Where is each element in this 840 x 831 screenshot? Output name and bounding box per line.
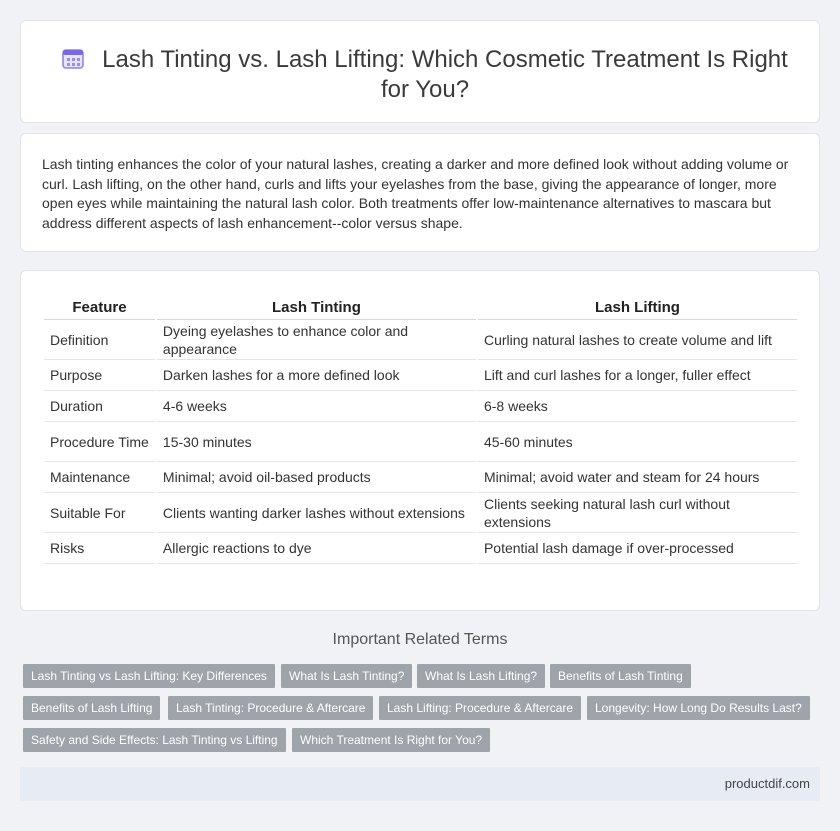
table-row <box>44 391 797 422</box>
tag-which-treatment[interactable]: Which Treatment Is Right for You? <box>292 728 490 752</box>
feature-cell: Definition <box>44 320 155 360</box>
header-lash-tinting: Lash Tinting <box>157 296 476 320</box>
table-row <box>44 493 797 533</box>
feature-cell: Procedure Time <box>44 422 155 462</box>
intro-card <box>20 133 820 252</box>
intro-text: Lash tinting enhances the color of your natural lashes, creating a darker and more defined look without adding volume or curl. Lash lifting, on the other hand, curls and lifts your eyelashes from the base, giving the appearance of longer, more open eyes while maintaining the natural lash color. Both treatments offer low-maintenance alternatives to mascara but address different aspects of lash enhancement--color versus shape. <box>42 156 789 231</box>
related-terms-title: Important Related Terms <box>332 631 508 648</box>
feature-cell: Risks <box>44 533 155 564</box>
footer <box>20 767 820 801</box>
tag-longevity[interactable]: Longevity: How Long Do Results Last? <box>587 696 810 720</box>
table-row <box>44 462 797 493</box>
lash-tinting-cell: Clients wanting darker lashes without extensions <box>157 493 476 533</box>
tag-lifting-procedure[interactable]: Lash Lifting: Procedure & Aftercare <box>379 696 581 720</box>
feature-cell: Maintenance <box>44 462 155 493</box>
comparison-table <box>42 296 799 564</box>
page-title-text: Lash Tinting vs. Lash Lifting: Which Cosmetic Treatment Is Right for You? <box>102 46 788 103</box>
tag-benefits-lash-lifting[interactable]: Benefits of Lash Lifting <box>23 696 160 720</box>
lash-lifting-cell: 6-8 weeks <box>478 391 797 422</box>
tag-what-is-lash-lifting[interactable]: What Is Lash Lifting? <box>417 664 545 688</box>
header-lash-lifting: Lash Lifting <box>478 296 797 320</box>
table-header-row <box>44 296 797 320</box>
comparison-card <box>20 270 820 611</box>
tag-benefits-lash-tinting[interactable]: Benefits of Lash Tinting <box>550 664 691 688</box>
tag-key-differences[interactable]: Lash Tinting vs Lash Lifting: Key Differences <box>23 664 275 688</box>
lash-tinting-cell: Minimal; avoid oil-based products <box>157 462 476 493</box>
lash-tinting-cell: 15-30 minutes <box>157 422 476 462</box>
lash-lifting-cell: Clients seeking natural lash curl without extensions <box>478 493 797 533</box>
tag-tinting-procedure[interactable]: Lash Tinting: Procedure & Aftercare <box>168 696 373 720</box>
table-row <box>44 320 797 360</box>
lash-lifting-cell: Lift and curl lashes for a longer, fuller effect <box>478 360 797 391</box>
feature-cell: Duration <box>44 391 155 422</box>
header-card <box>20 20 820 123</box>
lash-tinting-cell: Darken lashes for a more defined look <box>157 360 476 391</box>
table-row <box>44 360 797 391</box>
tag-safety-side-effects[interactable]: Safety and Side Effects: Lash Tinting vs Lifting <box>23 728 286 752</box>
feature-cell: Suitable For <box>44 493 155 533</box>
lash-lifting-cell: 45-60 minutes <box>478 422 797 462</box>
lash-lifting-cell: Minimal; avoid water and steam for 24 hours <box>478 462 797 493</box>
tag-what-is-lash-tinting[interactable]: What Is Lash Tinting? <box>281 664 412 688</box>
feature-cell: Purpose <box>44 360 155 391</box>
table-row <box>44 422 797 462</box>
calendar-icon <box>62 47 84 69</box>
lash-tinting-cell: Allergic reactions to dye <box>157 533 476 564</box>
header-feature: Feature <box>44 296 155 320</box>
lash-tinting-cell: 4-6 weeks <box>157 391 476 422</box>
lash-tinting-cell: Dyeing eyelashes to enhance color and appearance <box>157 320 476 360</box>
site-name: productdif.com <box>724 776 810 791</box>
page-title <box>61 45 789 105</box>
table-row <box>44 533 797 564</box>
lash-lifting-cell: Potential lash damage if over-processed <box>478 533 797 564</box>
lash-lifting-cell: Curling natural lashes to create volume and lift <box>478 320 797 360</box>
